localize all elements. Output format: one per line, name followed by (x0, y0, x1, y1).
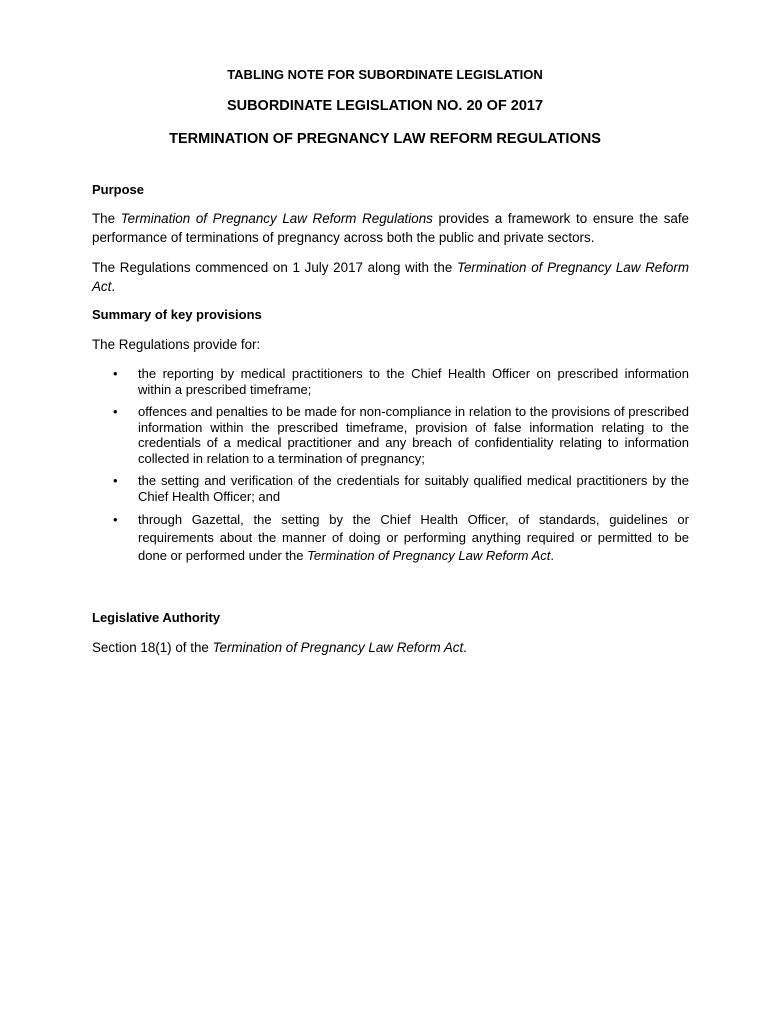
bullet-icon: • (113, 512, 118, 527)
provision-text-italic: Termination of Pregnancy Law Reform Act (307, 548, 551, 563)
purpose-paragraph-2 (92, 258, 689, 296)
legislative-authority-text (92, 640, 467, 655)
bullet-icon: • (113, 404, 118, 419)
tabling-note-title: TABLING NOTE FOR SUBORDINATE LEGISLATION (227, 67, 543, 82)
authority-text-pre: Section 18(1) of the (92, 640, 213, 655)
list-item (92, 366, 689, 397)
list-item (92, 473, 689, 504)
purpose-p1-italic: Termination of Pregnancy Law Reform Regulations (120, 211, 433, 226)
summary-intro: The Regulations provide for: (92, 337, 261, 352)
list-item (92, 404, 689, 466)
legislation-number-title: SUBORDINATE LEGISLATION NO. 20 OF 2017 (226, 98, 544, 114)
purpose-p2-italic: Termination of Pregnancy Law Reform Act (92, 260, 689, 294)
purpose-p1-pre: The (92, 211, 121, 226)
purpose-p2-post: . (111, 279, 116, 294)
purpose-paragraph-1 (92, 209, 689, 247)
authority-text-italic: Termination of Pregnancy Law Reform Act (212, 640, 464, 655)
provisions-list (92, 366, 689, 565)
provision-text (138, 512, 689, 563)
purpose-p1-post: provides a framework to ensure the safe performance of terminations of pregnancy across both the public and private sectors. (92, 211, 690, 245)
list-item (92, 511, 689, 565)
bullet-icon: • (113, 366, 118, 381)
purpose-heading: Purpose (92, 182, 145, 197)
summary-heading: Summary of key provisions (92, 307, 262, 322)
provision-text-pre: through Gazettal, the setting by the Chief Health Officer, of standards, guidelines or requirements about the manner of doing or performing anything required or permitted to be done or performed under the (138, 512, 689, 563)
provision-text: offences and penalties to be made for non-compliance in relation to the provisions of prescribed information within the prescribed timeframe, provision of false information relating to the credentials of a medical practitioner and any breach of confidentiality relating to information collected in relation to a termination of pregnancy; (138, 404, 689, 466)
purpose-p2-pre: The Regulations commenced on 1 July 2017 along with the (92, 260, 458, 275)
provision-text: the setting and verification of the credentials for suitably qualified medical practitioners by the Chief Health Officer; and (138, 473, 689, 504)
regulation-name-title: TERMINATION OF PREGNANCY LAW REFORM REGULATIONS (169, 131, 601, 147)
authority-text-post: . (463, 640, 467, 655)
provision-text: the reporting by medical practitioners to the Chief Health Officer on prescribed information within a prescribed timeframe; (138, 366, 689, 397)
legislative-authority-heading: Legislative Authority (92, 610, 221, 625)
provision-text-post: . (550, 548, 554, 563)
bullet-icon: • (113, 473, 118, 488)
